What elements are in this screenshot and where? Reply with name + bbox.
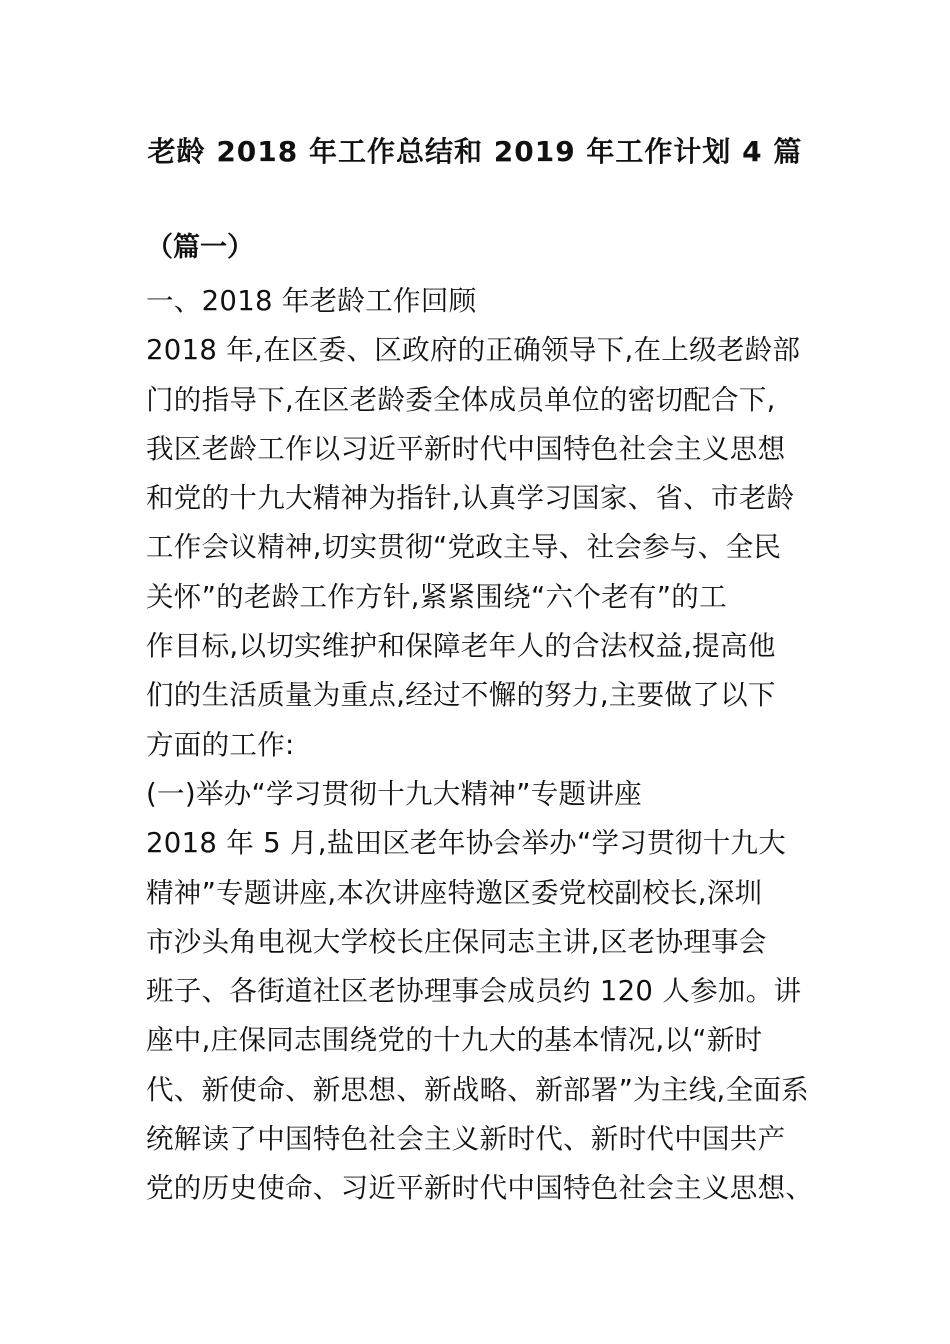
body-line: 座中,庄保同志围绕党的十九大的基本情况,以“新时 (146, 1024, 763, 1057)
body-line: 我区老龄工作以习近平新时代中国特色社会主义思想 (146, 432, 786, 465)
body-line: 和党的十九大精神为指针,认真学习国家、省、市老龄 (146, 482, 795, 515)
body-line: 市沙头角电视大学校长庄保同志主讲,区老协理事会 (146, 925, 767, 958)
body-line: 作目标,以切实维护和保障老年人的合法权益,提高他 (146, 630, 776, 663)
document-body (146, 283, 826, 1220)
body-line: 2018 年,在区委、区政府的正确领导下,在上级老龄部 (146, 334, 801, 367)
body-line: 班子、各街道社区老协理事会成员约 120 人参加。讲 (146, 975, 802, 1008)
body-line: 精神”专题讲座,本次讲座特邀区委党校副校长,深圳 (146, 876, 763, 909)
body-line: 们的生活质量为重点,经过不懈的努力,主要做了以下 (146, 679, 776, 712)
body-line: 工作会议精神,切实贯彻“党政主导、社会参与、全民 (146, 531, 782, 564)
body-line: 门的指导下,在区老龄委全体成员单位的密切配合下, (146, 383, 776, 416)
section-label: （篇一） (146, 232, 254, 263)
body-line: 方面的工作: (146, 728, 295, 761)
document-title: 老龄 2018 年工作总结和 2019 年工作计划 4 篇 (147, 135, 803, 168)
body-line: 关怀”的老龄工作方针,紧紧围绕“六个老有”的工 (146, 580, 727, 613)
body-line: 一、2018 年老龄工作回顾 (146, 285, 477, 317)
body-line: 2018 年 5 月,盐田区老年协会举办“学习贯彻十九大 (146, 827, 787, 860)
body-line: 党的历史使命、习近平新时代中国特色社会主义思想、 (146, 1172, 814, 1205)
body-line: 代、新使命、新思想、新战略、新部署”为主线,全面系 (146, 1073, 809, 1106)
body-line: (一)举办“学习贯彻十九大精神”专题讲座 (146, 777, 642, 810)
body-line: 统解读了中国特色社会主义新时代、新时代中国共产 (146, 1123, 786, 1156)
